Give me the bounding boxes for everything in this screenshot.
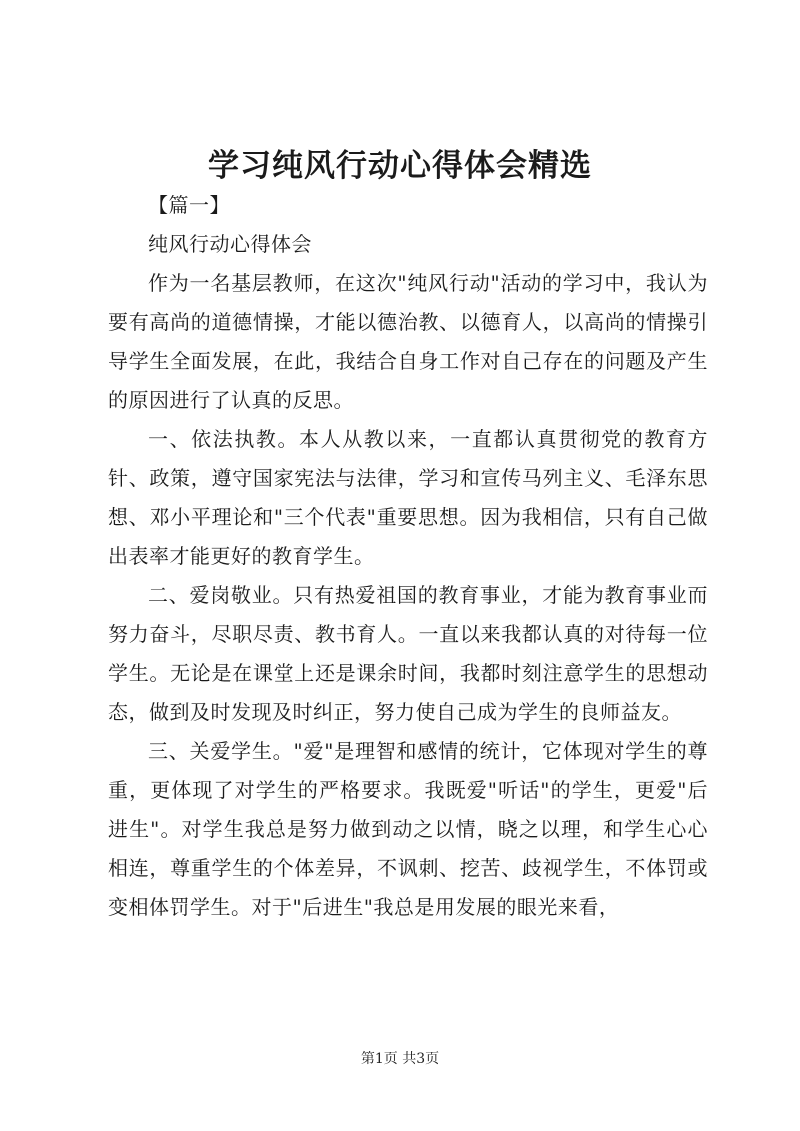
section-label: 【篇一】	[148, 193, 230, 217]
paragraph-intro: 作为一名基层教师，在这次"纯风行动"活动的学习中，我认为要有高尚的道德情操，才能以德治教、以德育人，以高尚的情操引导学生全面发展，在此，我结合自身工作对自己存在的问题及产生的原因进行了认真的反思。	[108, 271, 708, 412]
document-title: 学习纯风行动心得体会精选	[208, 148, 592, 184]
page-number: 第1页 共3页	[360, 1051, 440, 1067]
paragraph-2: 二、爱岗敬业。只有热爱祖国的教育事业，才能为教育事业而努力奋斗，尽职尽责、教书育人。一直以来我都认真的对待每一位学生。无论是在课堂上还是课余时间，我都时刻注意学生的思想动态，做到及时发现及时纠正，努力使自己成为学生的良师益友。	[108, 583, 708, 724]
paragraph-1: 一、依法执教。本人从教以来，一直都认真贯彻党的教育方针、政策，遵守国家宪法与法律，学习和宣传马列主义、毛泽东思想、邓小平理论和"三个代表"重要思想。因为我相信，只有自己做出表率才能更好的教育学生。	[108, 427, 708, 568]
document-body	[108, 186, 708, 927]
page-footer	[0, 1048, 800, 1068]
subtitle: 纯风行动心得体会	[148, 232, 312, 256]
paragraph-3: 三、关爱学生。"爱"是理智和感情的统计，它体现对学生的尊重，更体现了对学生的严格要求。我既爱"听话"的学生，更爱"后进生"。对学生我总是努力做到动之以情，晓之以理，和学生心心相连，尊重学生的个体差异，不讽刺、挖苦、歧视学生，不体罚或变相体罚学生。对于"后进生"我总是用发展的眼光来看，	[108, 739, 708, 919]
